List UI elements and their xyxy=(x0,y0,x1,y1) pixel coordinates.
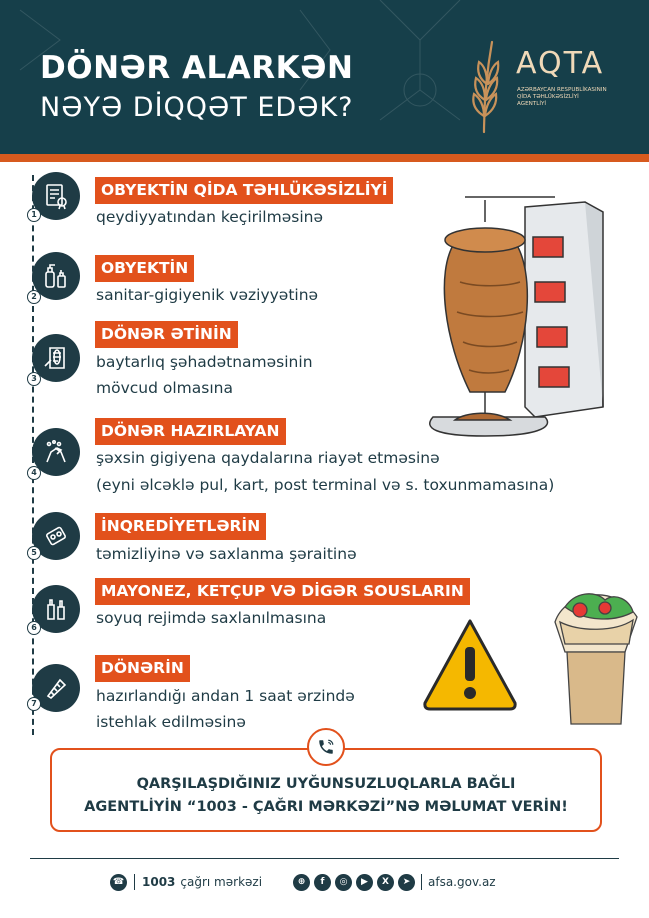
step-number: 2 xyxy=(27,290,41,304)
header-accent-strip xyxy=(0,154,649,162)
instagram-icon[interactable]: ◎ xyxy=(335,874,352,891)
youtube-icon[interactable]: ▶ xyxy=(356,874,373,891)
item-tag: DÖNƏR HAZIRLAYAN xyxy=(95,418,286,445)
step-number: 1 xyxy=(27,208,41,222)
footer-social xyxy=(293,872,496,892)
item-text: baytarlıq şəhadətnaməsinin xyxy=(96,353,313,371)
phone-icon xyxy=(307,728,345,766)
item-text: hazırlandığı andan 1 saat ərzində xyxy=(96,687,355,705)
logo-subtitle: AZƏRBAYCAN RESPUBLİKASININ QİDA TƏHLÜKƏSİZLİYİ AGENTLİYİ xyxy=(517,87,607,107)
item-tag: MAYONEZ, KETÇUP VƏ DİGƏR SOUSLARIN xyxy=(95,578,470,605)
phone-icon: ☎ xyxy=(110,874,127,891)
telegram-icon[interactable]: ➤ xyxy=(398,874,415,891)
item-text: şəxsin gigiyena qaydalarına riayət etməsinə xyxy=(96,449,440,467)
footer-hotline xyxy=(110,872,262,892)
page-title: DÖNƏR ALARKƏN xyxy=(40,50,354,86)
item-tag: DÖNƏRİN xyxy=(95,655,190,682)
footer-divider xyxy=(30,858,619,859)
item-tag: DÖNƏR ƏTİNİN xyxy=(95,321,238,348)
step-number: 5 xyxy=(27,546,41,560)
doner-wrap-illustration xyxy=(545,582,645,730)
logo-wordmark: AQTA xyxy=(516,46,605,81)
doner-grill-illustration xyxy=(425,192,620,442)
item-tag: OBYEKTİN QİDA TƏHLÜKƏSİZLİYİ xyxy=(95,177,393,204)
hotline-label: çağrı mərkəzi xyxy=(180,875,263,889)
item-text: mövcud olmasına xyxy=(96,379,233,397)
item-text: sanitar-gigiyenik vəziyyətinə xyxy=(96,286,319,304)
warning-icon xyxy=(420,615,520,715)
item-text: təmizliyinə və saxlanma şəraitinə xyxy=(96,545,357,563)
step-number: 4 xyxy=(27,466,41,480)
separator xyxy=(134,874,135,890)
hotline-number: 1003 xyxy=(142,875,176,889)
website-link[interactable]: afsa.gov.az xyxy=(428,875,496,889)
globe-icon[interactable]: ⊕ xyxy=(293,874,310,891)
page-subtitle: NƏYƏ DİQQƏT EDƏK? xyxy=(40,92,354,123)
item-text: istehlak edilməsinə xyxy=(96,713,246,731)
callout-line-2: AGENTLİYİN “1003 - ÇAĞRI MƏRKƏZİ”NƏ MƏLUMAT VERİN! xyxy=(84,799,568,815)
item-text: (eyni əlcəklə pul, kart, post terminal və s. toxunmamasına) xyxy=(96,476,555,494)
item-tag: OBYEKTİN xyxy=(95,255,194,282)
header-banner xyxy=(0,0,649,160)
item-tag: İNQREDİYETLƏRİN xyxy=(95,513,266,540)
separator xyxy=(421,874,422,890)
item-text: qeydiyyatından keçirilməsinə xyxy=(96,208,323,226)
facebook-icon[interactable]: f xyxy=(314,874,331,891)
callout-line-1: QARŞILAŞDIĞINIZ UYĞUNSUZLUQLARLA BAĞLI xyxy=(136,776,516,792)
item-text: soyuq rejimdə saxlanılmasına xyxy=(96,609,327,627)
x-icon[interactable]: X xyxy=(377,874,394,891)
step-number: 3 xyxy=(27,372,41,386)
step-number: 6 xyxy=(27,621,41,635)
step-number: 7 xyxy=(27,697,41,711)
